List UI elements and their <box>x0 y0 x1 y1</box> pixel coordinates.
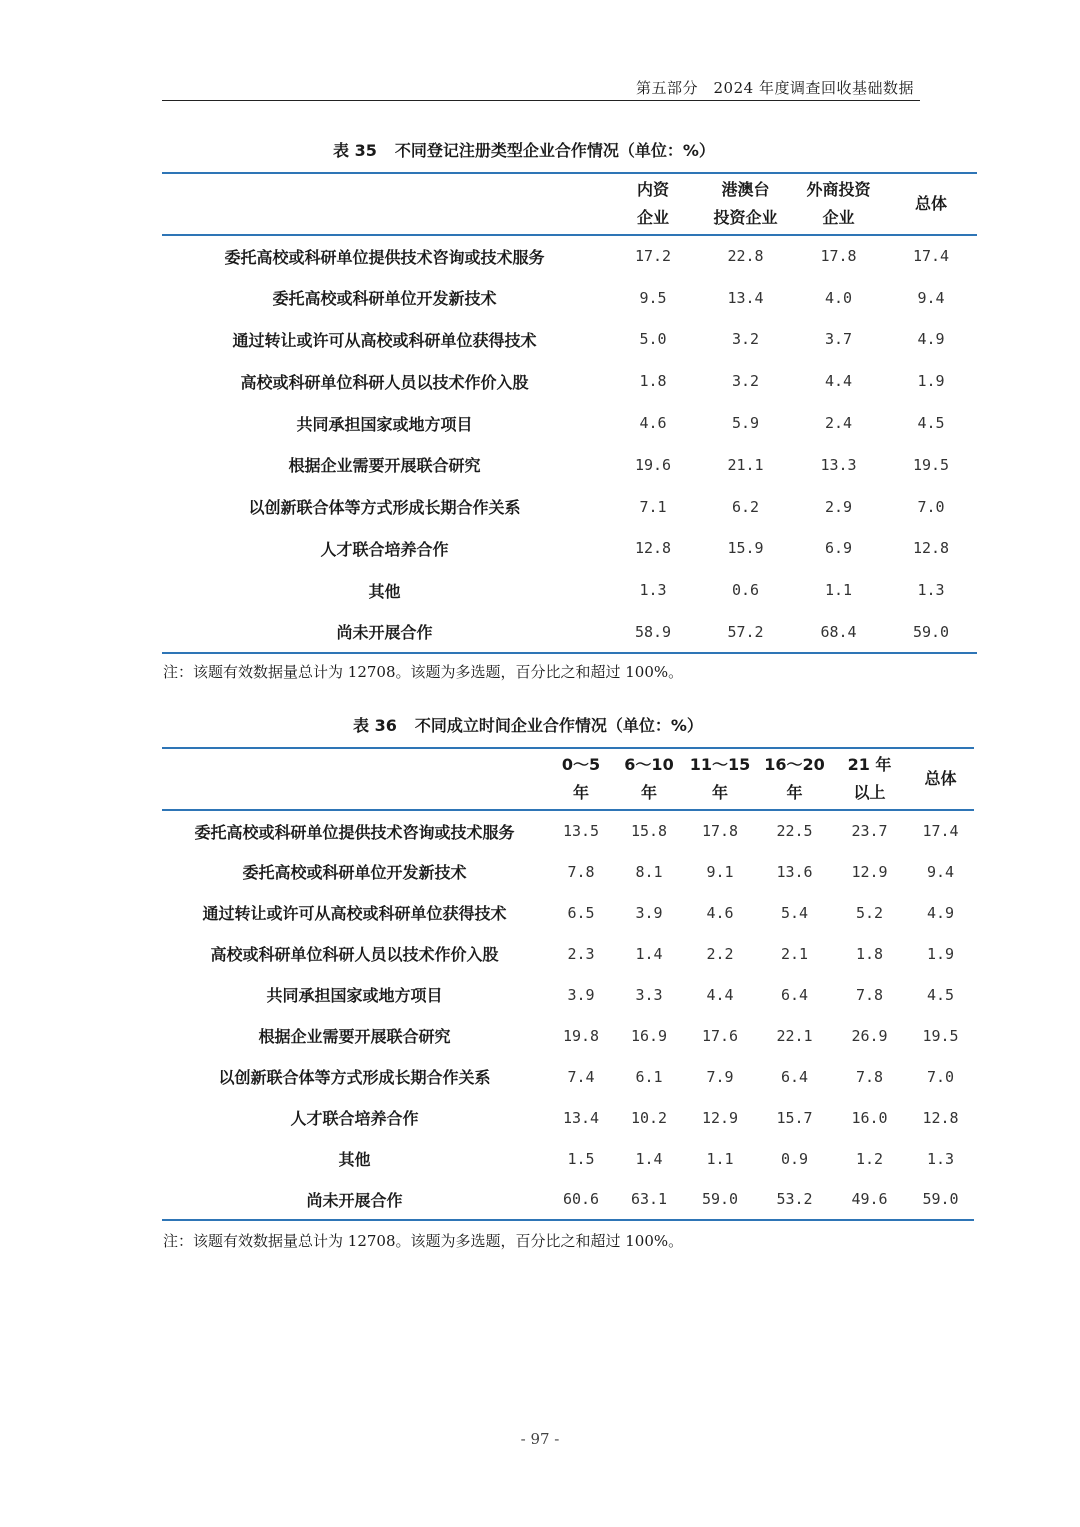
table-cell: 13.6 <box>776 862 813 881</box>
table-cell: 58.9 <box>634 622 672 641</box>
col-header-line1: 外商投资 <box>806 180 871 199</box>
table-cell: 12.8 <box>922 1108 959 1127</box>
table36-header-blank <box>162 748 547 810</box>
table-cell: 1.4 <box>635 1149 663 1168</box>
table-cell: 5.4 <box>780 903 809 922</box>
table-cell: 6.4 <box>780 1067 809 1086</box>
table-cell: 7.4 <box>567 1067 595 1086</box>
table-cell: 1.9 <box>917 372 945 391</box>
table-cell: 1.3 <box>926 1149 955 1168</box>
table-cell: 1.8 <box>639 372 667 391</box>
table-cell: 13.5 <box>562 822 600 840</box>
col-header-line2: 企业 <box>822 208 855 227</box>
row-label: 共同承担国家或地方项目 <box>266 986 443 1005</box>
row-label: 其他 <box>368 581 401 601</box>
row-label: 委托高校或科研单位开发新技术 <box>242 863 467 882</box>
col-header-line1: 港澳台 <box>721 180 770 199</box>
table-row <box>162 851 974 892</box>
table-cell: 4.5 <box>917 414 945 433</box>
table-cell: 17.6 <box>701 1026 739 1045</box>
table-cell: 7.0 <box>926 1067 955 1086</box>
table36-col-header <box>757 748 832 810</box>
table-cell: 68.4 <box>820 622 857 641</box>
table-cell: 1.3 <box>917 581 945 600</box>
table-row <box>162 360 977 402</box>
table-cell: 3.9 <box>635 903 663 922</box>
table-cell: 12.8 <box>634 539 672 558</box>
table36-col-header <box>832 748 907 810</box>
table-cell: 9.1 <box>706 862 734 881</box>
table-cell: 60.6 <box>562 1190 600 1208</box>
running-header: 第五部分 2024 年度调查回收基础数据 <box>636 79 914 97</box>
table-cell: 9.4 <box>917 288 945 307</box>
row-label: 委托高校或科研单位提供技术咨询或技术服务 <box>224 247 545 267</box>
table-cell: 7.1 <box>639 497 667 516</box>
row-label: 通过转让或许可从高校或科研单位获得技术 <box>202 904 507 923</box>
table-cell: 1.3 <box>639 581 667 600</box>
table-row <box>162 1179 974 1220</box>
table-cell: 10.2 <box>630 1108 668 1127</box>
table35-col-header <box>792 173 885 235</box>
table-cell: 15.7 <box>776 1108 813 1127</box>
col-header-line2: 以上 <box>853 783 886 802</box>
row-label: 以创新联合体等方式形成长期合作关系 <box>218 1068 491 1087</box>
table-cell: 49.6 <box>851 1190 888 1208</box>
col-header-line1: 21 年 <box>847 755 892 774</box>
table-row <box>162 933 974 974</box>
row-label: 委托高校或科研单位提供技术咨询或技术服务 <box>194 822 515 842</box>
table35-col-header <box>699 173 792 235</box>
table-cell: 59.0 <box>912 622 950 641</box>
table-cell: 57.2 <box>727 622 764 641</box>
table-cell: 5.0 <box>639 330 667 349</box>
table-cell: 12.9 <box>851 862 888 881</box>
table-cell: 3.3 <box>635 985 663 1004</box>
table-row <box>162 1056 974 1097</box>
col-header-line2: 年 <box>572 783 589 802</box>
table36-col-header <box>615 748 683 810</box>
row-label: 人才联合培养合作 <box>290 1109 419 1128</box>
table-cell: 17.2 <box>634 247 672 266</box>
table-cell: 1.1 <box>706 1149 734 1168</box>
table35-header-row <box>162 173 977 235</box>
table36-title: 不同成立时间企业合作情况（单位：%） <box>414 716 703 735</box>
col-header-line2: 企业 <box>636 208 669 227</box>
table36 <box>162 747 974 1221</box>
col-header-line1: 0～5 <box>561 755 601 774</box>
table36-number: 表 36 <box>353 716 397 735</box>
table-cell: 1.2 <box>855 1149 884 1168</box>
col-header-line1: 16～20 <box>764 755 825 774</box>
table35-header-blank <box>162 173 607 235</box>
table-cell: 17.8 <box>820 247 857 266</box>
table-cell: 9.4 <box>926 862 955 881</box>
table-cell: 6.9 <box>824 539 853 558</box>
row-label: 共同承担国家或地方项目 <box>296 414 473 434</box>
table-cell: 59.0 <box>922 1190 959 1208</box>
table-cell: 23.7 <box>851 822 888 840</box>
row-label: 高校或科研单位科研人员以技术作价入股 <box>240 372 529 392</box>
table-cell: 6.1 <box>635 1067 663 1086</box>
table-cell: 17.4 <box>912 247 950 266</box>
table-row <box>162 402 977 444</box>
table-cell: 2.4 <box>824 414 853 433</box>
table-cell: 19.8 <box>562 1026 600 1045</box>
table-cell: 4.6 <box>639 414 667 433</box>
table-cell: 22.8 <box>727 247 764 266</box>
table-cell: 0.6 <box>731 581 760 600</box>
col-header-line2: 年 <box>711 783 728 802</box>
table-cell: 1.4 <box>635 944 663 963</box>
table36-note: 注：该题有效数据量总计为 12708。该题为多选题，百分比之和超过 100%。 <box>163 1232 684 1250</box>
table-cell: 26.9 <box>851 1026 888 1045</box>
table-cell: 4.9 <box>926 903 955 922</box>
table-cell: 2.9 <box>824 497 853 516</box>
table-cell: 12.8 <box>912 539 950 558</box>
row-label: 尚未开展合作 <box>306 1190 403 1210</box>
page-number: - 97 - <box>520 1430 560 1448</box>
col-header-line2: 投资企业 <box>713 208 778 227</box>
row-label: 委托高校或科研单位开发新技术 <box>272 289 497 309</box>
table-cell: 17.8 <box>701 822 739 840</box>
table-cell: 7.0 <box>917 497 945 516</box>
table36-header-row <box>162 748 974 810</box>
table-row <box>162 1138 974 1179</box>
table-cell: 1.1 <box>824 581 853 600</box>
table-cell: 19.5 <box>922 1026 959 1045</box>
table-cell: 1.8 <box>855 944 884 963</box>
table-row <box>162 974 974 1015</box>
table-row <box>162 444 977 486</box>
table35-col-header <box>885 173 977 235</box>
table-cell: 5.2 <box>855 903 884 922</box>
table35-caption <box>333 138 715 161</box>
table-cell: 13.4 <box>562 1108 600 1127</box>
table-cell: 4.0 <box>824 288 853 307</box>
col-header-line1: 6～10 <box>624 755 674 774</box>
col-header-line1: 总体 <box>914 194 947 213</box>
table-row <box>162 569 977 611</box>
table-row <box>162 611 977 653</box>
row-label: 根据企业需要开展联合研究 <box>288 456 481 476</box>
table-cell: 59.0 <box>701 1190 739 1208</box>
table-row <box>162 277 977 319</box>
table-cell: 16.0 <box>851 1108 888 1127</box>
col-header-line2: 年 <box>640 783 657 802</box>
table-cell: 7.8 <box>855 985 884 1004</box>
table35-title: 不同登记注册类型企业合作情况（单位：%） <box>394 141 715 160</box>
row-label: 以创新联合体等方式形成长期合作关系 <box>248 498 521 518</box>
table-row <box>162 319 977 361</box>
table36-col-header <box>907 748 974 810</box>
table-cell: 6.5 <box>567 903 595 922</box>
table-cell: 7.9 <box>706 1067 734 1086</box>
header-rule <box>162 100 920 101</box>
row-label: 根据企业需要开展联合研究 <box>258 1027 451 1046</box>
table-cell: 3.2 <box>731 330 760 349</box>
table-cell: 2.1 <box>780 944 809 963</box>
table-cell: 1.9 <box>926 944 955 963</box>
row-label: 人才联合培养合作 <box>320 539 449 559</box>
row-label: 通过转让或许可从高校或科研单位获得技术 <box>232 330 537 350</box>
table35-note: 注：该题有效数据量总计为 12708。该题为多选题，百分比之和超过 100%。 <box>163 663 684 681</box>
table-cell: 4.6 <box>706 903 734 922</box>
table-cell: 7.8 <box>567 862 595 881</box>
table-cell: 2.3 <box>567 944 595 963</box>
table-cell: 13.4 <box>727 288 764 307</box>
table35 <box>162 172 977 654</box>
table-row <box>162 892 974 933</box>
col-header-line2: 年 <box>786 783 803 802</box>
row-label: 其他 <box>338 1150 371 1169</box>
table35-number: 表 35 <box>333 141 377 160</box>
table-row <box>162 528 977 570</box>
table-cell: 3.2 <box>731 372 760 391</box>
row-label: 高校或科研单位科研人员以技术作价入股 <box>210 945 499 964</box>
table-cell: 4.4 <box>824 372 853 391</box>
table-cell: 3.7 <box>824 330 853 349</box>
table-cell: 4.9 <box>917 330 945 349</box>
table-cell: 6.4 <box>780 985 809 1004</box>
table-cell: 6.2 <box>731 497 760 516</box>
table-cell: 21.1 <box>727 455 764 474</box>
table-row <box>162 1097 974 1138</box>
table-cell: 17.4 <box>922 822 959 840</box>
table-row <box>162 810 974 851</box>
table-cell: 22.5 <box>776 822 813 840</box>
table-cell: 2.2 <box>706 944 734 963</box>
table-cell: 3.9 <box>567 985 595 1004</box>
col-header-line1: 内资 <box>636 180 669 199</box>
table-cell: 22.1 <box>776 1026 813 1045</box>
table-cell: 8.1 <box>635 862 663 881</box>
table-cell: 15.8 <box>630 822 668 840</box>
table-cell: 53.2 <box>776 1190 813 1208</box>
table-cell: 4.4 <box>706 985 734 1004</box>
table-cell: 1.5 <box>567 1149 595 1168</box>
table-cell: 5.9 <box>731 414 760 433</box>
table36-col-header <box>547 748 615 810</box>
table-cell: 15.9 <box>727 539 764 558</box>
table-cell: 0.9 <box>780 1149 809 1168</box>
table-cell: 16.9 <box>630 1026 668 1045</box>
table36-caption <box>353 713 703 736</box>
table-cell: 19.5 <box>912 455 950 474</box>
col-header-line1: 11～15 <box>689 755 751 774</box>
table-row <box>162 1015 974 1056</box>
row-label: 尚未开展合作 <box>336 623 433 643</box>
table-cell: 4.5 <box>926 985 955 1004</box>
table35-col-header <box>607 173 699 235</box>
col-header-line1: 总体 <box>924 769 957 788</box>
table-cell: 63.1 <box>630 1190 668 1208</box>
table-cell: 12.9 <box>701 1108 739 1127</box>
table-row <box>162 235 977 277</box>
table-row <box>162 486 977 528</box>
table-cell: 7.8 <box>855 1067 884 1086</box>
table-cell: 19.6 <box>634 455 672 474</box>
table-cell: 9.5 <box>639 288 667 307</box>
table36-col-header <box>683 748 757 810</box>
table-cell: 13.3 <box>820 455 857 474</box>
